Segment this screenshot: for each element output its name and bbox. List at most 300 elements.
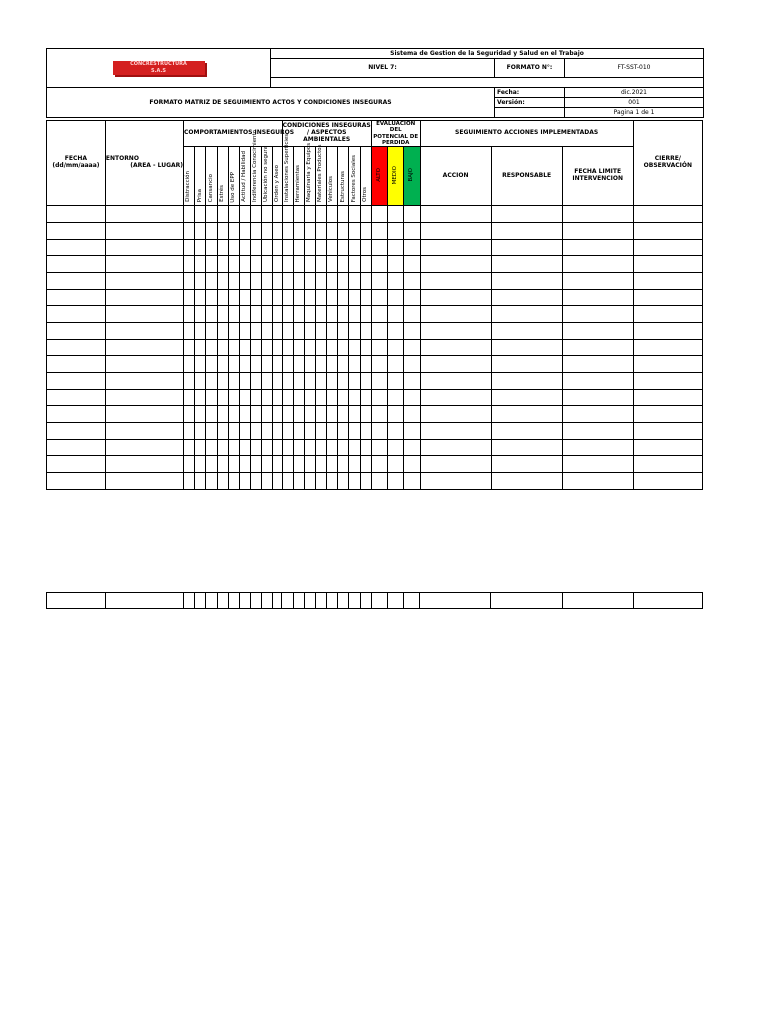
table-cell[interactable] [420, 256, 491, 273]
table-cell[interactable] [562, 456, 633, 473]
table-cell[interactable] [184, 306, 195, 323]
table-cell[interactable] [217, 456, 228, 473]
table-cell[interactable] [47, 439, 106, 456]
table-cell[interactable] [250, 322, 261, 339]
table-cell[interactable] [562, 373, 633, 390]
table-cell[interactable] [562, 406, 633, 423]
table-cell[interactable] [217, 406, 228, 423]
table-cell[interactable] [239, 439, 250, 456]
table-cell[interactable] [239, 456, 250, 473]
table-cell[interactable] [250, 272, 261, 289]
table-cell[interactable] [282, 256, 293, 273]
table-cell[interactable] [562, 389, 633, 406]
table-cell[interactable] [349, 239, 360, 256]
table-cell[interactable] [217, 289, 228, 306]
table-cell[interactable] [491, 473, 562, 490]
table-cell[interactable] [404, 239, 420, 256]
table-cell[interactable] [304, 473, 315, 490]
table-cell[interactable] [250, 339, 261, 356]
table-cell[interactable] [404, 256, 420, 273]
table-cell[interactable] [47, 423, 106, 440]
table-cell[interactable] [304, 373, 315, 390]
table-cell[interactable] [273, 322, 282, 339]
table-cell[interactable] [206, 356, 217, 373]
table-cell[interactable] [349, 272, 360, 289]
table-cell[interactable] [47, 239, 106, 256]
table-cell[interactable] [228, 356, 239, 373]
table-cell[interactable] [273, 306, 282, 323]
table-cell[interactable] [206, 239, 217, 256]
table-cell[interactable] [228, 473, 239, 490]
table-cell[interactable] [349, 322, 360, 339]
table-cell[interactable] [360, 339, 371, 356]
table-cell[interactable] [315, 439, 326, 456]
table-cell[interactable] [206, 389, 217, 406]
table-cell[interactable] [371, 439, 387, 456]
table-cell[interactable] [633, 456, 702, 473]
table-cell[interactable] [282, 239, 293, 256]
table-cell[interactable] [47, 339, 106, 356]
table-cell[interactable] [105, 423, 183, 440]
table-cell[interactable] [420, 356, 491, 373]
table-cell[interactable] [206, 339, 217, 356]
table-cell[interactable] [633, 389, 702, 406]
table-cell[interactable] [250, 423, 261, 440]
table-cell[interactable] [206, 289, 217, 306]
table-cell[interactable] [633, 593, 702, 609]
table-cell[interactable] [420, 322, 491, 339]
table-cell[interactable] [250, 389, 261, 406]
table-cell[interactable] [206, 272, 217, 289]
table-cell[interactable] [47, 406, 106, 423]
table-cell[interactable] [184, 239, 195, 256]
table-cell[interactable] [293, 339, 304, 356]
table-cell[interactable] [404, 406, 420, 423]
table-cell[interactable] [184, 272, 195, 289]
table-cell[interactable] [371, 322, 387, 339]
table-cell[interactable] [327, 423, 338, 440]
table-cell[interactable] [404, 423, 420, 440]
table-cell[interactable] [315, 473, 326, 490]
table-cell[interactable] [349, 456, 360, 473]
table-cell[interactable] [184, 339, 195, 356]
table-cell[interactable] [420, 473, 491, 490]
table-cell[interactable] [491, 289, 562, 306]
table-cell[interactable] [388, 206, 404, 223]
table-cell[interactable] [262, 389, 273, 406]
table-cell[interactable] [195, 339, 206, 356]
table-cell[interactable] [315, 389, 326, 406]
table-cell[interactable] [273, 406, 282, 423]
table-cell[interactable] [633, 306, 702, 323]
table-cell[interactable] [338, 356, 349, 373]
table-cell[interactable] [195, 272, 206, 289]
table-cell[interactable] [404, 222, 420, 239]
table-cell[interactable] [360, 389, 371, 406]
table-cell[interactable] [273, 239, 282, 256]
table-cell[interactable] [228, 322, 239, 339]
table-cell[interactable] [315, 423, 326, 440]
table-cell[interactable] [239, 222, 250, 239]
table-cell[interactable] [262, 222, 273, 239]
table-cell[interactable] [184, 439, 195, 456]
table-cell[interactable] [250, 222, 261, 239]
table-cell[interactable] [239, 356, 250, 373]
table-cell[interactable] [491, 439, 562, 456]
table-cell[interactable] [239, 322, 250, 339]
table-cell[interactable] [420, 406, 491, 423]
table-cell[interactable] [273, 289, 282, 306]
table-cell[interactable] [327, 306, 338, 323]
table-cell[interactable] [327, 456, 338, 473]
table-cell[interactable] [47, 593, 106, 609]
table-cell[interactable] [338, 473, 349, 490]
table-cell[interactable] [105, 473, 183, 490]
table-cell[interactable] [217, 272, 228, 289]
table-cell[interactable] [228, 256, 239, 273]
table-cell[interactable] [420, 222, 491, 239]
table-cell[interactable] [217, 206, 228, 223]
table-cell[interactable] [562, 473, 633, 490]
table-cell[interactable] [206, 456, 217, 473]
table-cell[interactable] [47, 289, 106, 306]
table-cell[interactable] [633, 322, 702, 339]
table-cell[interactable] [349, 406, 360, 423]
table-cell[interactable] [239, 473, 250, 490]
table-cell[interactable] [360, 373, 371, 390]
table-cell[interactable] [184, 322, 195, 339]
table-cell[interactable] [349, 289, 360, 306]
table-cell[interactable] [404, 473, 420, 490]
table-cell[interactable] [217, 423, 228, 440]
table-cell[interactable] [338, 239, 349, 256]
table-cell[interactable] [217, 373, 228, 390]
table-cell[interactable] [338, 389, 349, 406]
table-cell[interactable] [239, 423, 250, 440]
table-cell[interactable] [562, 272, 633, 289]
table-cell[interactable] [304, 456, 315, 473]
table-cell[interactable] [360, 593, 371, 609]
table-cell[interactable] [338, 306, 349, 323]
table-cell[interactable] [293, 456, 304, 473]
table-cell[interactable] [250, 406, 261, 423]
table-cell[interactable] [262, 306, 273, 323]
table-cell[interactable] [491, 222, 562, 239]
table-cell[interactable] [228, 406, 239, 423]
table-cell[interactable] [371, 373, 387, 390]
table-cell[interactable] [282, 593, 293, 609]
table-cell[interactable] [228, 593, 239, 609]
table-cell[interactable] [47, 389, 106, 406]
table-cell[interactable] [315, 373, 326, 390]
table-cell[interactable] [304, 306, 315, 323]
table-cell[interactable] [273, 593, 282, 609]
table-cell[interactable] [327, 373, 338, 390]
table-cell[interactable] [273, 373, 282, 390]
table-cell[interactable] [420, 456, 491, 473]
table-cell[interactable] [304, 439, 315, 456]
table-cell[interactable] [105, 222, 183, 239]
table-cell[interactable] [206, 222, 217, 239]
table-cell[interactable] [217, 256, 228, 273]
table-cell[interactable] [282, 322, 293, 339]
table-cell[interactable] [262, 423, 273, 440]
table-cell[interactable] [404, 593, 420, 609]
table-cell[interactable] [420, 373, 491, 390]
table-cell[interactable] [304, 239, 315, 256]
table-cell[interactable] [360, 206, 371, 223]
table-cell[interactable] [327, 222, 338, 239]
table-cell[interactable] [282, 272, 293, 289]
table-cell[interactable] [262, 289, 273, 306]
table-cell[interactable] [491, 423, 562, 440]
table-cell[interactable] [315, 306, 326, 323]
table-cell[interactable] [349, 306, 360, 323]
table-cell[interactable] [633, 222, 702, 239]
table-cell[interactable] [371, 272, 387, 289]
table-cell[interactable] [250, 206, 261, 223]
table-cell[interactable] [562, 289, 633, 306]
table-cell[interactable] [349, 593, 360, 609]
table-cell[interactable] [633, 439, 702, 456]
table-cell[interactable] [327, 356, 338, 373]
table-cell[interactable] [404, 339, 420, 356]
table-cell[interactable] [327, 473, 338, 490]
table-cell[interactable] [293, 272, 304, 289]
table-cell[interactable] [273, 389, 282, 406]
table-cell[interactable] [273, 222, 282, 239]
table-cell[interactable] [293, 322, 304, 339]
table-cell[interactable] [371, 456, 387, 473]
table-cell[interactable] [239, 239, 250, 256]
table-cell[interactable] [228, 239, 239, 256]
table-cell[interactable] [304, 206, 315, 223]
table-cell[interactable] [282, 439, 293, 456]
table-cell[interactable] [388, 456, 404, 473]
table-cell[interactable] [562, 306, 633, 323]
table-cell[interactable] [273, 339, 282, 356]
table-cell[interactable] [293, 306, 304, 323]
table-cell[interactable] [349, 339, 360, 356]
table-cell[interactable] [327, 206, 338, 223]
table-cell[interactable] [420, 306, 491, 323]
table-cell[interactable] [273, 456, 282, 473]
table-cell[interactable] [304, 423, 315, 440]
table-cell[interactable] [184, 356, 195, 373]
table-cell[interactable] [195, 439, 206, 456]
table-cell[interactable] [327, 339, 338, 356]
table-cell[interactable] [206, 423, 217, 440]
table-cell[interactable] [388, 373, 404, 390]
table-cell[interactable] [327, 322, 338, 339]
table-cell[interactable] [217, 306, 228, 323]
table-cell[interactable] [47, 373, 106, 390]
table-cell[interactable] [562, 206, 633, 223]
table-cell[interactable] [420, 239, 491, 256]
table-cell[interactable] [315, 456, 326, 473]
table-cell[interactable] [262, 439, 273, 456]
table-cell[interactable] [293, 473, 304, 490]
table-cell[interactable] [217, 356, 228, 373]
table-cell[interactable] [371, 593, 387, 609]
table-cell[interactable] [195, 423, 206, 440]
table-cell[interactable] [338, 322, 349, 339]
table-cell[interactable] [633, 256, 702, 273]
table-cell[interactable] [338, 289, 349, 306]
table-cell[interactable] [327, 593, 338, 609]
table-cell[interactable] [217, 593, 228, 609]
table-cell[interactable] [371, 423, 387, 440]
table-cell[interactable] [371, 339, 387, 356]
table-cell[interactable] [491, 272, 562, 289]
table-cell[interactable] [262, 322, 273, 339]
table-cell[interactable] [491, 406, 562, 423]
table-cell[interactable] [105, 439, 183, 456]
table-cell[interactable] [491, 389, 562, 406]
table-cell[interactable] [371, 206, 387, 223]
table-cell[interactable] [338, 256, 349, 273]
table-cell[interactable] [349, 373, 360, 390]
table-cell[interactable] [404, 306, 420, 323]
table-cell[interactable] [239, 389, 250, 406]
table-cell[interactable] [371, 306, 387, 323]
table-cell[interactable] [282, 289, 293, 306]
table-cell[interactable] [349, 222, 360, 239]
table-cell[interactable] [633, 272, 702, 289]
table-cell[interactable] [420, 389, 491, 406]
table-cell[interactable] [47, 256, 106, 273]
table-cell[interactable] [239, 272, 250, 289]
table-cell[interactable] [282, 356, 293, 373]
table-cell[interactable] [327, 406, 338, 423]
table-cell[interactable] [315, 322, 326, 339]
table-cell[interactable] [47, 222, 106, 239]
table-cell[interactable] [250, 473, 261, 490]
table-cell[interactable] [184, 473, 195, 490]
table-cell[interactable] [293, 222, 304, 239]
table-cell[interactable] [491, 339, 562, 356]
table-cell[interactable] [228, 456, 239, 473]
table-cell[interactable] [217, 339, 228, 356]
table-cell[interactable] [184, 593, 195, 609]
table-cell[interactable] [388, 423, 404, 440]
table-cell[interactable] [217, 322, 228, 339]
table-cell[interactable] [105, 406, 183, 423]
table-cell[interactable] [184, 456, 195, 473]
table-cell[interactable] [105, 373, 183, 390]
table-cell[interactable] [315, 406, 326, 423]
table-cell[interactable] [633, 423, 702, 440]
table-cell[interactable] [491, 593, 562, 609]
table-cell[interactable] [282, 339, 293, 356]
table-cell[interactable] [371, 406, 387, 423]
table-cell[interactable] [293, 289, 304, 306]
table-cell[interactable] [315, 256, 326, 273]
table-cell[interactable] [491, 256, 562, 273]
table-cell[interactable] [282, 306, 293, 323]
table-cell[interactable] [206, 256, 217, 273]
table-cell[interactable] [420, 206, 491, 223]
table-cell[interactable] [293, 356, 304, 373]
table-cell[interactable] [371, 356, 387, 373]
table-cell[interactable] [195, 356, 206, 373]
table-cell[interactable] [195, 222, 206, 239]
table-cell[interactable] [327, 289, 338, 306]
table-cell[interactable] [105, 339, 183, 356]
table-cell[interactable] [250, 373, 261, 390]
table-cell[interactable] [491, 322, 562, 339]
table-cell[interactable] [282, 373, 293, 390]
table-cell[interactable] [420, 272, 491, 289]
table-cell[interactable] [388, 389, 404, 406]
table-cell[interactable] [315, 289, 326, 306]
table-cell[interactable] [262, 456, 273, 473]
table-cell[interactable] [262, 356, 273, 373]
table-cell[interactable] [349, 356, 360, 373]
table-cell[interactable] [491, 456, 562, 473]
table-cell[interactable] [105, 289, 183, 306]
table-cell[interactable] [273, 423, 282, 440]
table-cell[interactable] [206, 593, 217, 609]
table-cell[interactable] [562, 256, 633, 273]
table-cell[interactable] [404, 389, 420, 406]
table-cell[interactable] [388, 439, 404, 456]
table-cell[interactable] [360, 439, 371, 456]
table-cell[interactable] [105, 593, 183, 609]
table-cell[interactable] [293, 256, 304, 273]
table-cell[interactable] [250, 306, 261, 323]
table-cell[interactable] [184, 206, 195, 223]
table-cell[interactable] [349, 256, 360, 273]
table-cell[interactable] [273, 256, 282, 273]
table-cell[interactable] [327, 256, 338, 273]
table-cell[interactable] [338, 439, 349, 456]
table-cell[interactable] [239, 306, 250, 323]
table-cell[interactable] [338, 406, 349, 423]
table-cell[interactable] [239, 593, 250, 609]
table-cell[interactable] [315, 222, 326, 239]
table-cell[interactable] [262, 239, 273, 256]
table-cell[interactable] [228, 206, 239, 223]
table-cell[interactable] [304, 389, 315, 406]
table-cell[interactable] [47, 322, 106, 339]
table-cell[interactable] [315, 239, 326, 256]
table-cell[interactable] [562, 439, 633, 456]
table-cell[interactable] [388, 322, 404, 339]
table-cell[interactable] [371, 239, 387, 256]
table-cell[interactable] [105, 356, 183, 373]
table-cell[interactable] [338, 222, 349, 239]
table-cell[interactable] [327, 239, 338, 256]
table-cell[interactable] [371, 289, 387, 306]
table-cell[interactable] [562, 356, 633, 373]
table-cell[interactable] [195, 593, 206, 609]
table-cell[interactable] [273, 356, 282, 373]
table-cell[interactable] [282, 406, 293, 423]
table-cell[interactable] [105, 322, 183, 339]
table-cell[interactable] [47, 456, 106, 473]
table-cell[interactable] [404, 373, 420, 390]
table-cell[interactable] [404, 439, 420, 456]
table-cell[interactable] [206, 473, 217, 490]
table-cell[interactable] [217, 439, 228, 456]
table-cell[interactable] [315, 593, 326, 609]
table-cell[interactable] [349, 423, 360, 440]
table-cell[interactable] [195, 322, 206, 339]
table-cell[interactable] [239, 373, 250, 390]
table-cell[interactable] [262, 206, 273, 223]
table-cell[interactable] [304, 322, 315, 339]
